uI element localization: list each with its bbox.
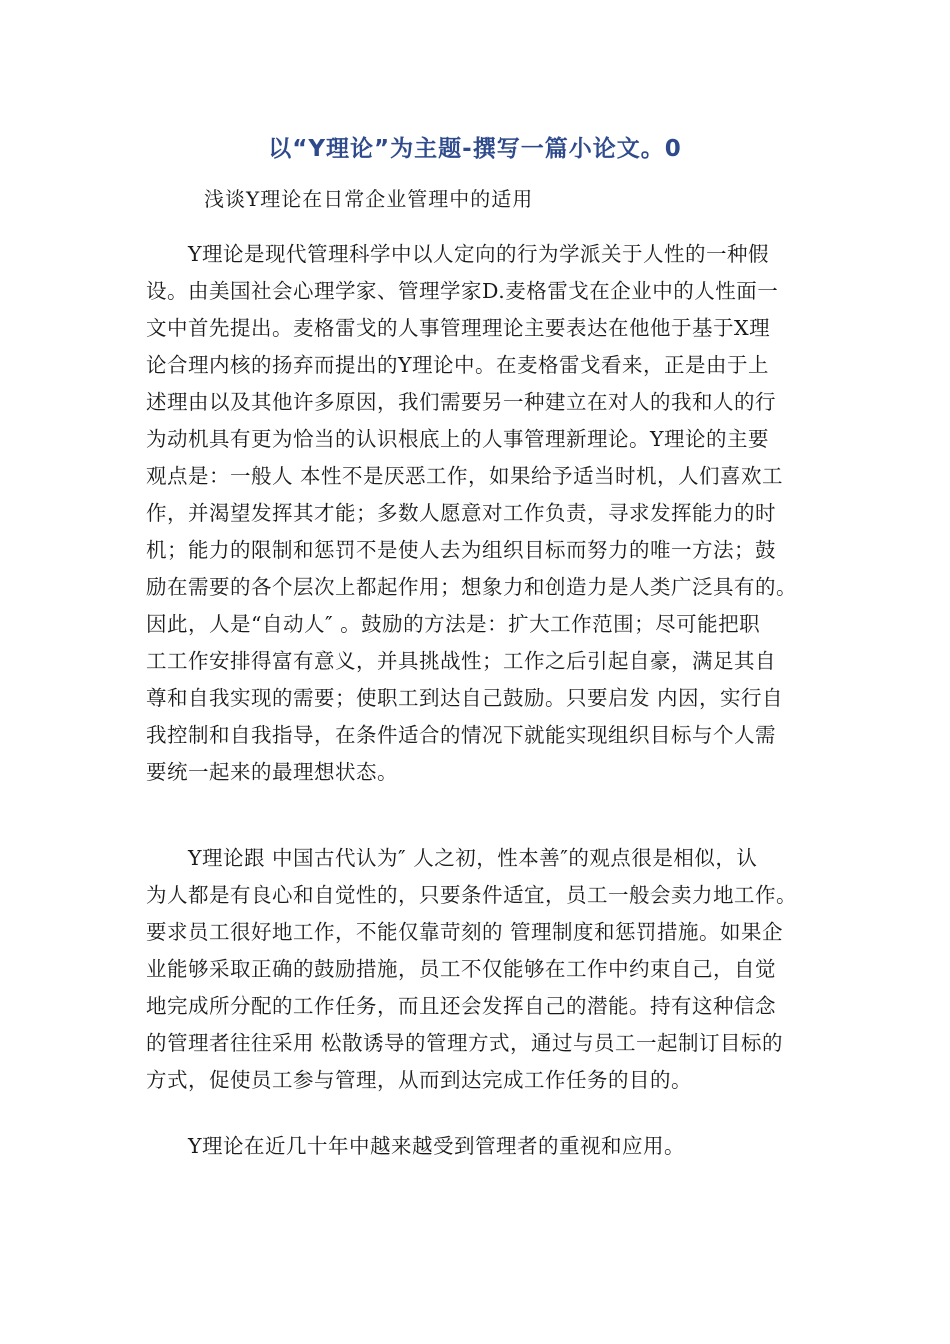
- paragraph-line: 要求员工很好地工作，不能仅靠苛刻的 管理制度和惩罚措施。如果企: [146, 920, 784, 944]
- paragraph-line: 设。由美国社会心理学家、管理学家D.麦格雷戈在企业中的人性面一: [146, 279, 779, 303]
- paragraph-line: 述理由以及其他许多原因，我们需要另一种建立在对人的我和人的行: [146, 390, 776, 414]
- document-subtitle: 浅谈Y理论在日常企业管理中的适用: [204, 187, 534, 211]
- paragraph-line: 因此，人是“自动人″ 。鼓励的方法是：扩大工作范围；尽可能把职: [146, 612, 761, 636]
- paragraph-line: 励在需要的各个层次上都起作用；想象力和创造力是人类广泛具有的。: [146, 575, 797, 599]
- paragraph-line: 观点是：一般人 本性不是厌恶工作，如果给予适当时机，人们喜欢工: [146, 464, 784, 488]
- paragraph-line: 机；能力的限制和惩罚不是使人去为组织目标而努力的唯一方法；鼓: [146, 538, 776, 562]
- paragraph-line: 作，并渴望发挥其才能；多数人愿意对工作负责，寻求发挥能力的时: [146, 501, 776, 525]
- paragraph-line: 尊和自我实现的需要；使职工到达自己鼓励。只要启发 内因，实行自: [146, 686, 784, 710]
- paragraph-line: 论合理内核的扬弃而提出的Y理论中。在麦格雷戈看来，正是由于上: [146, 353, 770, 377]
- paragraph-line: Y理论在近几十年中越来越受到管理者的重视和应用。: [146, 1134, 686, 1158]
- paragraph-line: Y理论跟 中国古代认为″ 人之初，性本善″的观点很是相似，认: [146, 846, 758, 870]
- paragraph-line: 业能够采取正确的鼓励措施，员工不仅能够在工作中约束自己，自觉: [146, 957, 776, 981]
- document-title: 以“Y理论”为主题-撰写一篇小论文。0: [268, 136, 682, 162]
- paragraph-line: 为人都是有良心和自觉性的，只要条件适宜，员工一般会卖力地工作。: [146, 883, 797, 907]
- paragraph-1: [146, 236, 806, 791]
- paragraph-line: 工工作安排得富有意义，并具挑战性；工作之后引起自豪，满足其自: [146, 649, 776, 673]
- paragraph-line: 要统一起来的最理想状态。: [146, 760, 398, 784]
- paragraph-line: Y理论是现代管理科学中以人定向的行为学派关于人性的一种假: [146, 242, 770, 266]
- paragraph-line: 地完成所分配的工作任务，而且还会发挥自己的潜能。持有这种信念: [146, 994, 776, 1018]
- paragraph-3: [146, 1128, 806, 1165]
- paragraph-line: 为动机具有更为恰当的认识根底上的人事管理新理论。Y理论的主要: [146, 427, 770, 451]
- paragraph-line: 文中首先提出。麦格雷戈的人事管理理论主要表达在他他于基于X理: [146, 316, 771, 340]
- paragraph-line: 方式，促使员工参与管理，从而到达完成工作任务的目的。: [146, 1068, 692, 1092]
- paragraph-line: 我控制和自我指导，在条件适合的情况下就能实现组织目标与个人需: [146, 723, 776, 747]
- paragraph-2: [146, 840, 806, 1099]
- paragraph-line: 的管理者往往采用 松散诱导的管理方式，通过与员工一起制订目标的: [146, 1031, 784, 1055]
